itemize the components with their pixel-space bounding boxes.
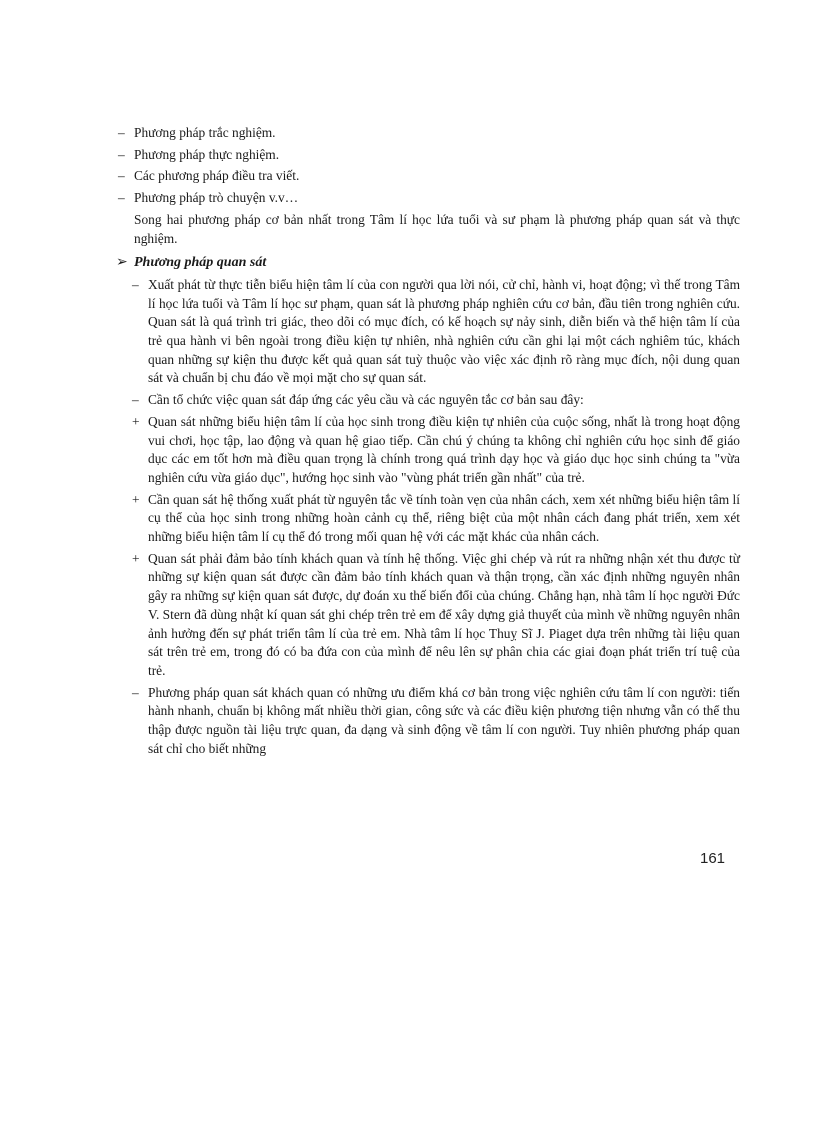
page-content	[118, 124, 740, 762]
list-item	[118, 146, 740, 165]
arrow-bullet-icon: ➢	[116, 255, 128, 271]
intro-paragraph: Song hai phương pháp cơ bản nhất trong Tâm lí học lứa tuổi và sư phạm là phương pháp quan sát và thực nghiệm.	[134, 211, 740, 246]
paragraph-marker: –	[132, 684, 139, 700]
paragraph-text: Cần quan sát hệ thống xuất phát từ nguyên tắc về tính toàn vẹn của nhân cách, xem xét những biểu hiện tâm lí cụ thể của học sinh trong những hoàn cảnh cụ thể, riêng biệt của một nhân cách đang phát triển, xem xét những biểu hiện tâm lí cụ thể đó trong mối quan hệ với các mặt khác của nhân cách.	[148, 491, 740, 545]
paragraph-item	[118, 550, 740, 681]
list-marker: –	[118, 125, 125, 140]
list-item-text: Phương pháp trắc nghiệm.	[134, 125, 276, 140]
list-item-text: Phương pháp trò chuyện v.v…	[134, 190, 299, 206]
paragraph-item	[118, 491, 740, 547]
paragraph-marker: +	[132, 413, 140, 429]
paragraph-marker: +	[132, 491, 140, 507]
paragraph-text: Phương pháp quan sát khách quan có những ưu điểm khá cơ bản trong việc nghiên cứu tâm lí con người: tiến hành nhanh, chuẩn bị không mất nhiều thời gian, công sức và các điều kiện phương tiện nhưng vẫn có thể thu thập được nguồn tài liệu trực quan, đa dạng và sinh động về tâm lí con người. Tuy nhiên phương pháp quan sát chỉ cho biết những	[148, 684, 740, 756]
list-marker: –	[118, 146, 125, 162]
paragraph-text: Xuất phát từ thực tiễn biểu hiện tâm lí của con người qua lời nói, cử chỉ, hành vi, hoạt động; vì thế trong Tâm lí học lứa tuổi và Tâm lí học sư phạm, quan sát là phương pháp nghiên cứu cơ bản, đầu tiên trong nghiên cứu. Quan sát là quá trình tri giác, theo dõi có mục đích, có kế hoạch sự nảy sinh, diễn biến và thể hiện tâm lí của trẻ qua hành vi bên ngoài trong điều kiện tự nhiên, nhà nghiên cứu cần ghi lại một cách nghiêm túc, khách quan những sự kiện thu được kết quả quan sát tuỳ thuộc vào việc xác định rõ ràng mục đích, nội dung quan sát và chuẩn bị chu đáo về mọi mặt cho sự quan sát.	[148, 276, 740, 386]
paragraph-text: Cần tổ chức việc quan sát đáp ứng các yêu cầu và các nguyên tắc cơ bản sau đây:	[148, 392, 584, 408]
section-heading-text: Phương pháp quan sát	[134, 255, 267, 271]
list-item	[118, 124, 740, 143]
list-marker: –	[118, 190, 125, 206]
list-item	[118, 167, 740, 186]
section-heading	[116, 254, 740, 273]
paragraph-marker: +	[132, 550, 140, 566]
paragraph-marker: –	[132, 392, 139, 408]
paragraph-marker: –	[132, 276, 139, 292]
paragraph-item	[118, 276, 740, 388]
paragraph-item	[118, 684, 740, 759]
paragraph-text: Quan sát những biểu hiện tâm lí của học sinh trong điều kiện tự nhiên của cuộc sống, nhất là trong hoạt động vui chơi, học tập, lao động và quan hệ giao tiếp. Cần chú ý chúng ta không chỉ nghiên cứu học sinh để giáo dục các em tốt hơn mà điều quan trọng là chính trong quá trình dạy học và giáo dục học sinh chúng ta "vừa nghiên cứu vừa giáo dục", hướng học sinh vào "vùng phát triển gần nhất" của trẻ.	[148, 413, 740, 485]
paragraph-item	[118, 391, 740, 410]
list-marker: –	[118, 168, 125, 184]
list-item-text: Các phương pháp điều tra viết.	[134, 168, 300, 184]
paragraph-text: Quan sát phải đảm bảo tính khách quan và tính hệ thống. Việc ghi chép và rút ra những nhận xét thu được từ những sự kiện quan sát được cần đảm bảo tính khách quan và thận trọng, cần xác định những nguyên nhân gây ra những sự kiện quan sát được, dự đoán xu thế biến đổi của chúng. Chẳng hạn, nhà tâm lí học người Đức V. Stern đã dùng nhật kí quan sát ghi chép trên trẻ em để xây dựng giả thuyết của mình về những nguyên nhân ảnh hưởng đến sự phát triển tâm lí của trẻ em. Nhà tâm lí học Thuỵ Sĩ J. Piaget dựa trên những tài liệu quan sát trên trẻ em, trong đó có ba đứa con của mình để nêu lên sự phân chia các giai đoạn phát triển trí tuệ của trẻ.	[148, 550, 740, 678]
list-item	[118, 189, 740, 208]
page-number: 161	[700, 850, 726, 867]
list-item-text: Phương pháp thực nghiệm.	[134, 146, 280, 162]
paragraph-item	[118, 413, 740, 488]
